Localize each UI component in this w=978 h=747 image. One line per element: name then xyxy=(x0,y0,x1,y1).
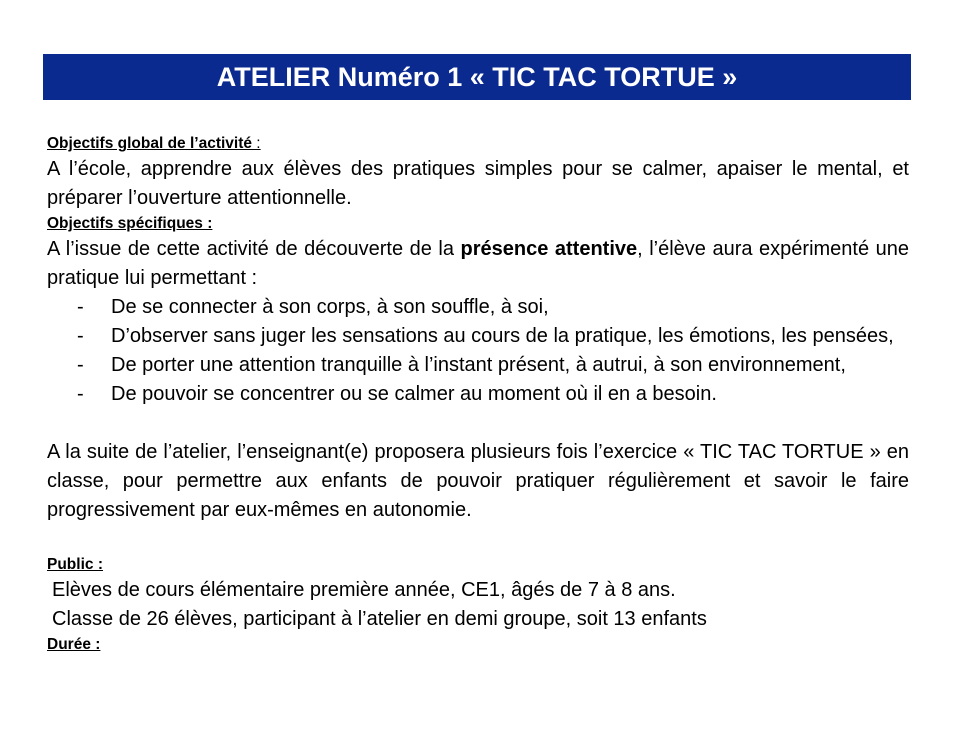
document-title-banner xyxy=(43,54,911,100)
heading-colon: : xyxy=(252,135,261,152)
section-heading-objectifs-specifiques: Objectifs spécifiques : xyxy=(47,215,213,232)
objectifs-specifiques-list xyxy=(47,293,909,409)
intro-text-before: A l’issue de cette activité de découverte de la xyxy=(47,238,461,260)
bullet-dash: - xyxy=(77,296,84,318)
bullet-dash: - xyxy=(77,383,84,405)
suite-paragraph: A la suite de l’atelier, l’enseignant(e) proposera plusieurs fois l’exercice « TIC TAC TORTUE » en classe, pour permettre aux enfants de pouvoir pratiquer régulièrement et savoir le faire progressivement par eux-mêmes en autonomie. xyxy=(47,441,909,521)
list-item: - De porter une attention tranquille à l’instant présent, à autrui, à son environnement, xyxy=(111,351,909,380)
list-item: - De se connecter à son corps, à son souffle, à soi, xyxy=(111,293,909,322)
bullet-dash: - xyxy=(77,325,84,347)
intro-bold-term: présence attentive xyxy=(460,238,638,260)
public-line: Elèves de cours élémentaire première année, CE1, âgés de 7 à 8 ans. xyxy=(52,579,676,601)
objectifs-global-text: A l’école, apprendre aux élèves des pratiques simples pour se calmer, apaiser le mental, et préparer l’ouverture attentionnelle. xyxy=(47,158,909,209)
public-line: Classe de 26 élèves, participant à l’atelier en demi groupe, soit 13 enfants xyxy=(52,608,707,630)
list-item: - De pouvoir se concentrer ou se calmer au moment où il en a besoin. xyxy=(111,380,909,409)
list-item: - D’observer sans juger les sensations au cours de la pratique, les émotions, les pensées, xyxy=(111,322,909,351)
bullet-dash: - xyxy=(77,354,84,376)
document-body xyxy=(47,133,909,656)
section-heading-objectifs-global: Objectifs global de l’activité : xyxy=(47,135,261,152)
intro-text-after: , l’élève aura expérimenté une pratique lui permettant : xyxy=(47,238,909,289)
objectifs-specifiques-intro xyxy=(47,235,909,293)
section-heading-public: Public : xyxy=(47,556,103,573)
spacer xyxy=(47,525,909,554)
spacer xyxy=(47,409,909,438)
document-title: ATELIER Numéro 1 « TIC TAC TORTUE » xyxy=(216,62,738,92)
section-heading-duree: Durée : xyxy=(47,636,101,653)
